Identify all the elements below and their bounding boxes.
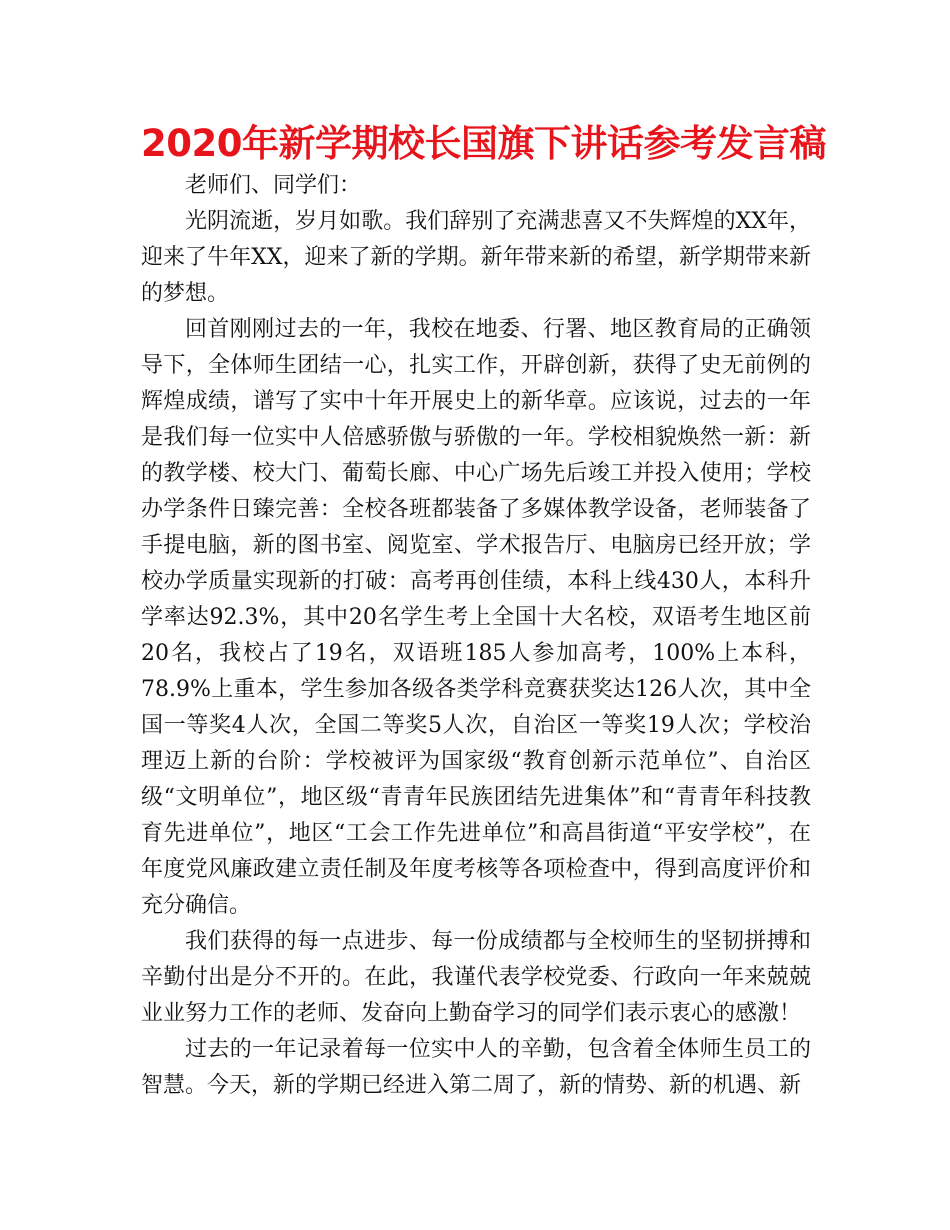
greeting: 老师们、同学们： [185, 173, 362, 198]
paragraph: 回首刚刚过去的一年，我校在地委、行署、地区教育局的正确领导下，全体师生团结一心，扎实工作，开辟创新，获得了史无前例的辉煌成绩，谱写了实中十年开展史上的新华章。应该说，过去的一年是我们每一位实中人倍感骄傲与骄傲的一年。学校相貌焕然一新：新的教学楼、校大门、葡萄长廊、中心广场先后竣工并投入使用；学校办学条件日臻完善：全校各班都装备了多媒体教学设备，老师装备了手提电脑，新的图书室、阅览室、学术报告厅、电脑房已经开放；学校办学质量实现新的打破：高考再创佳绩，本科上线430人，本科升学率达92.3%，其中20名学生考上全国十大名校，双语考生地区前20名，我校占了19名，双语班185人参加高考，100%上本科，78.9%上重本，学生参加各级各类学科竞赛获奖达126人次，其中全国一等奖4人次，全国二等奖5人次，自治区一等奖19人次；学校治理迈上新的台阶：学校被评为国家级“教育创新示范单位”、自治区级“文明单位”，地区级“青青年民族团结先进集体”和“青青年科技教育先进单位”，地区“工会工作先进单位”和高昌街道“平安学校”，在年度党风廉政建立责任制及年度考核等各项检查中，得到高度评价和充分确信。 [141, 317, 811, 918]
paragraph: 光阴流逝，岁月如歌。我们辞别了充满悲喜又不失辉煌的XX年，迎来了牛年XX，迎来了新的学期。新年带来新的希望，新学期带来新的梦想。 [141, 209, 811, 306]
paragraph: 过去的一年记录着每一位实中人的辛勤，包含着全体师生员工的智慧。今天，新的学期已经进入第二周了，新的情势、新的机遇、新 [141, 1037, 811, 1098]
document-title: 2020年新学期校长国旗下讲话参考发言稿 [141, 122, 826, 165]
document-page [141, 118, 826, 1104]
paragraph: 我们获得的每一点进步、每一份成绩都与全校师生的坚韧拼搏和辛勤付出是分不开的。在此，我谨代表学校党委、行政向一年来兢兢业业努力工作的老师、发奋向上勤奋学习的同学们表示衷心的感激！ [141, 929, 811, 1026]
